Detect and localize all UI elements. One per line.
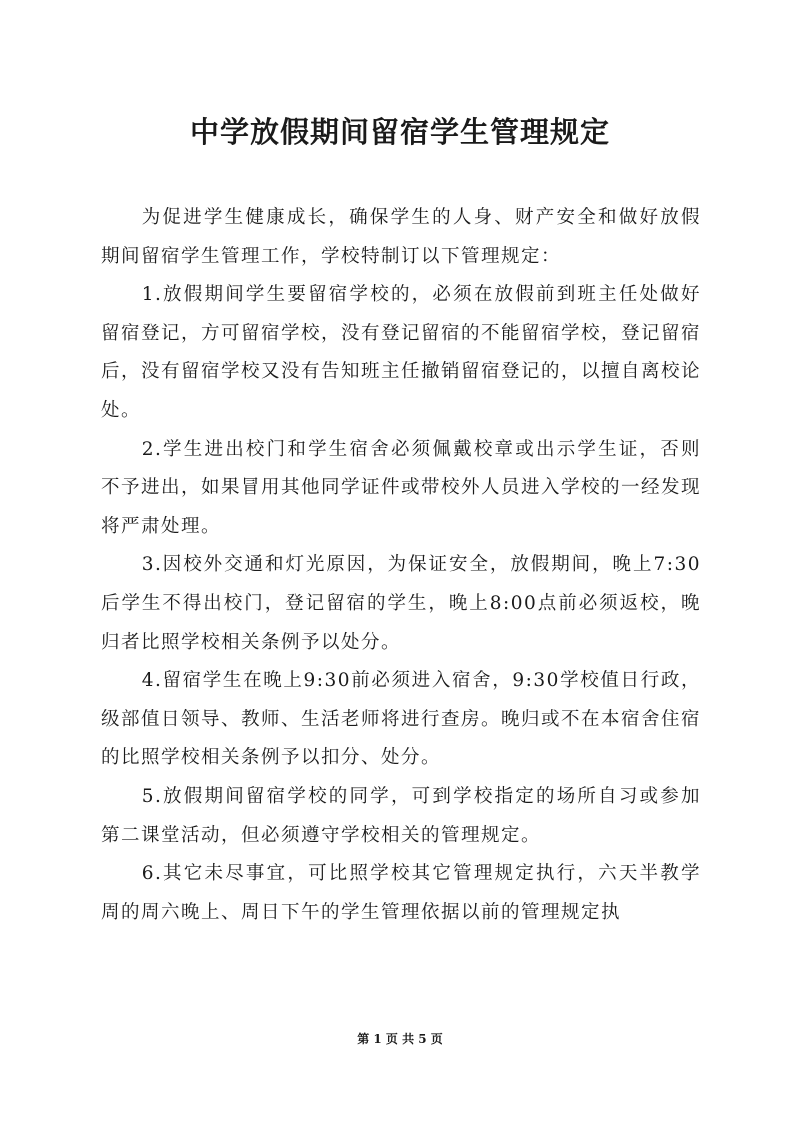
paragraph-rule-6: 6.其它未尽事宜，可比照学校其它管理规定执行，六天半教学周的周六晚上、周日下午的学生管理依据以前的管理规定执: [101, 863, 701, 923]
page-number-label: 第 1 页 共 5 页: [357, 1032, 443, 1046]
document-title: 中学放假期间留宿学生管理规定: [189, 115, 610, 149]
paragraph-intro: 为促进学生健康成长，确保学生的人身、财产安全和做好放假期间留宿学生管理工作，学校特制订以下管理规定：: [101, 207, 701, 267]
paragraph-rule-1: 1.放假期间学生要留宿学校的，必须在放假前到班主任处做好留宿登记，方可留宿学校，没有登记留宿的不能留宿学校，登记留宿后，没有留宿学校又没有告知班主任撤销留宿登记的，以擅自离校论处。: [101, 284, 702, 421]
paragraph-rule-3: 3.因校外交通和灯光原因，为保证安全，放假期间，晚上7:30后学生不得出校门，登记留宿的学生，晚上8:00点前必须返校，晚归者比照学校相关条例予以处分。: [101, 554, 701, 653]
paragraph-rule-2: 2.学生进出校门和学生宿舍必须佩戴校章或出示学生证，否则不予进出，如果冒用其他同学证件或带校外人员进入学校的一经发现将严肃处理。: [101, 438, 702, 537]
document-body: [101, 199, 701, 932]
paragraph-rule-4: 4.留宿学生在晚上9:30前必须进入宿舍，9:30学校值日行政，级部值日领导、教师、生活老师将进行查房。晚归或不在本宿舍住宿的比照学校相关条例予以扣分、处分。: [101, 670, 702, 769]
page-footer: [0, 1031, 800, 1047]
paragraph-rule-5: 5.放假期间留宿学校的同学，可到学校指定的场所自习或参加第二课堂活动，但必须遵守学校相关的管理规定。: [101, 785, 701, 846]
